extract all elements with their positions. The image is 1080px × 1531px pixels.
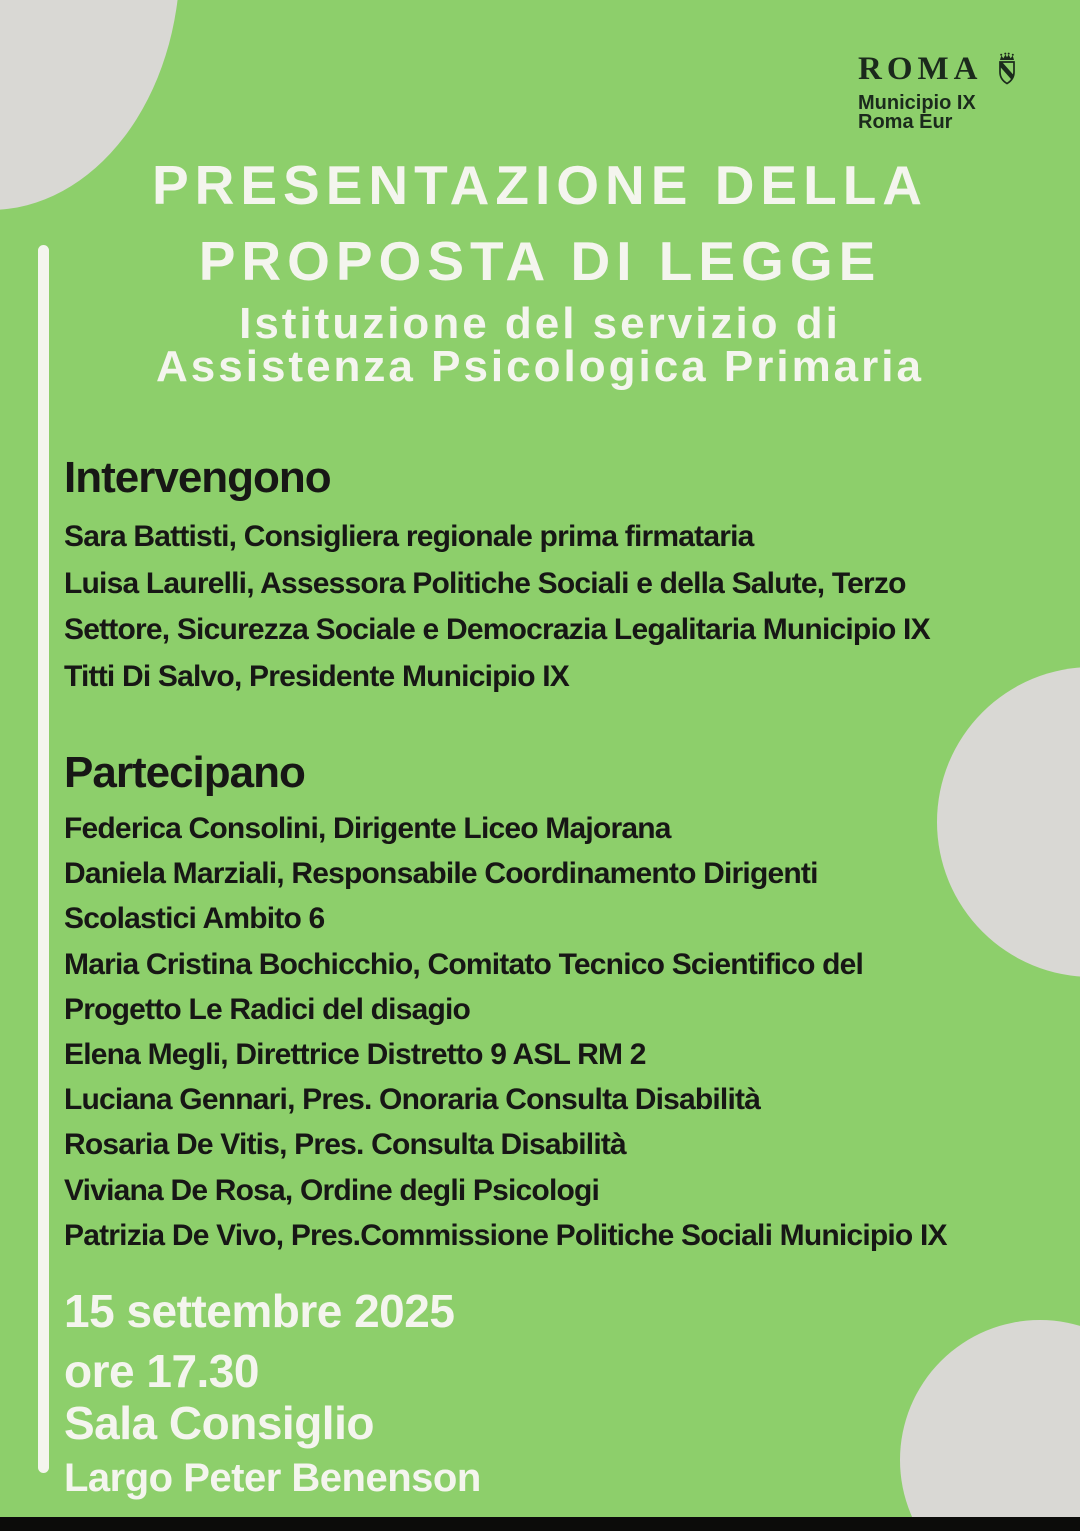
participant-line: Maria Cristina Bochicchio, Comitato Tecnico Scientifico del	[64, 947, 864, 981]
participant-line: Elena Megli, Direttrice Distretto 9 ASL RM 2	[64, 1038, 646, 1072]
participant-line: Progetto Le Radici del disagio	[64, 992, 471, 1026]
section-heading-intervengono: Intervengono	[64, 453, 331, 502]
logo-municipio-text: Municipio IX	[858, 92, 976, 114]
subtitle-line-1: Istituzione del servizio di	[239, 299, 841, 348]
speaker-line: Settore, Sicurezza Sociale e Democrazia Legalitaria Municipio IX	[64, 613, 930, 646]
section-heading-partecipano: Partecipano	[64, 748, 305, 797]
logo-row	[858, 50, 1020, 88]
participant-line: Patrizia De Vivo, Pres.Commissione Politiche Sociali Municipio IX	[64, 1218, 947, 1252]
participant-line: Daniela Marziali, Responsabile Coordinamento Dirigenti	[64, 857, 818, 891]
section-lines-intervengono	[64, 514, 1024, 700]
participant-line: Federica Consolini, Dirigente Liceo Majorana	[64, 812, 671, 845]
event-venue: Sala Consiglio	[64, 1397, 374, 1449]
participant-line: Rosaria De Vitis, Pres. Consulta Disabilità	[64, 1128, 626, 1162]
section-lines-partecipano	[64, 806, 1024, 1258]
speaker-line: Sara Battisti, Consigliera regionale prima firmataria	[64, 520, 754, 553]
bottom-black-bar	[0, 1517, 1080, 1531]
roma-municipio-logo	[858, 50, 1020, 132]
decor-circle-bottom-right	[900, 1320, 1080, 1531]
title-line-1: PRESENTAZIONE DELLA	[151, 154, 929, 216]
event-date: 15 settembre 2025	[64, 1285, 455, 1337]
event-address: Largo Peter Benenson	[64, 1456, 481, 1500]
left-accent-bar	[38, 245, 49, 1473]
logo-roma-text: ROMA	[858, 51, 983, 87]
subtitle-line-2: Assistenza Psicologica Primaria	[156, 342, 924, 391]
participant-line: Viviana De Rosa, Ordine degli Psicologi	[64, 1173, 600, 1207]
speaker-line: Luisa Laurelli, Assessora Politiche Sociali e della Salute, Terzo	[64, 566, 906, 600]
roma-crest-icon	[994, 52, 1020, 88]
event-time: ore 17.30	[64, 1345, 259, 1397]
speaker-line: Titti Di Salvo, Presidente Municipio IX	[64, 659, 570, 693]
title-line-2: PROPOSTA DI LEGGE	[198, 230, 882, 292]
logo-roma-eur-text: Roma Eur	[858, 111, 953, 133]
participant-line: Scolastici Ambito 6	[64, 902, 325, 936]
participant-line: Luciana Gennari, Pres. Onoraria Consulta Disabilità	[64, 1083, 761, 1117]
